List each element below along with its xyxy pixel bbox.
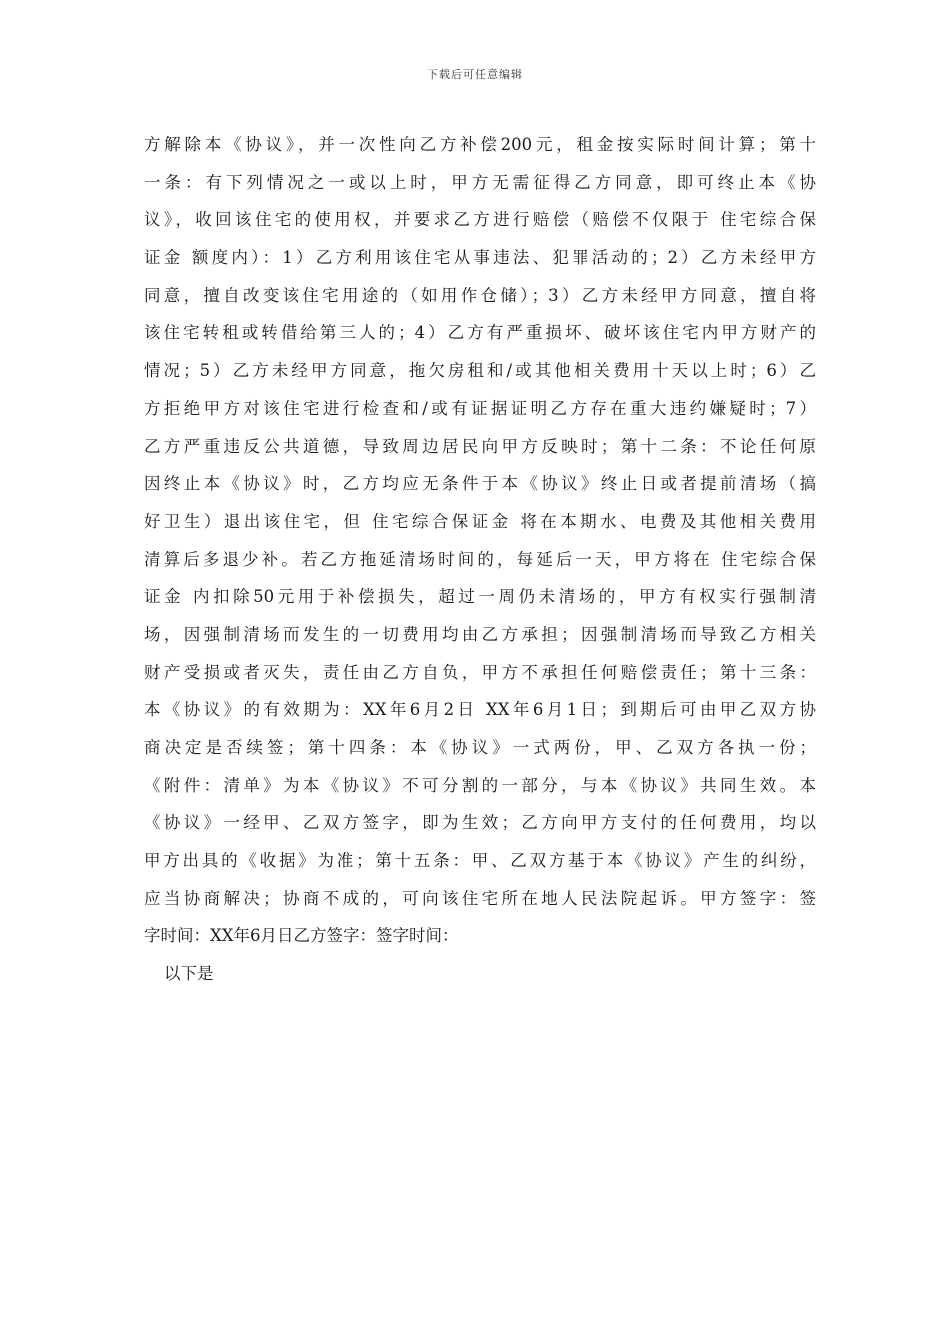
page-header: 下载后可任意编辑: [427, 68, 523, 81]
body-line: 好卫生）退出该住宅，但 住宅综合保证金 将在本期水、电费及其他相关费用: [144, 511, 816, 531]
body-line: 场，因强制清场而发生的一切费用均由乙方承担；因强制清场而导致乙方相关: [144, 624, 816, 644]
body-line: 《附件：清单》为本《协议》不可分割的一部分，与本《协议》共同生效。本: [144, 775, 816, 795]
body-line: 清算后多退少补。若乙方拖延清场时间的，每延后一天，甲方将在 住宅综合保: [144, 549, 816, 569]
body-line: 财产受损或者灭失，责任由乙方自负，甲方不承担任何赔偿责任；第十三条：: [144, 662, 816, 682]
body-line: 乙方严重违反公共道德，导致周边居民向甲方反映时；第十二条：不论任何原: [144, 436, 816, 456]
body-line: 甲方出具的《收据》为准；第十五条：甲、乙双方基于本《协议》产生的纠纷，: [144, 851, 816, 871]
body-line: 字时间：XX年6月日乙方签字：签字时间：: [144, 926, 459, 946]
body-line: 情况；5）乙方未经甲方同意，拖欠房租和/或其他相关费用十天以上时；6）乙: [144, 361, 816, 381]
body-line: 本《协议》的有效期为：XX年6月2日 XX年6月1日；到期后可由甲乙双方协: [144, 700, 816, 720]
body-line: 证金 额度内）：1）乙方利用该住宅从事违法、犯罪活动的；2）乙方未经甲方: [144, 248, 816, 268]
body-line: 因终止本《协议》时，乙方均应无条件于本《协议》终止日或者提前清场（搞: [144, 474, 816, 494]
document-body: [144, 126, 816, 993]
body-line: 应当协商解决；协商不成的，可向该住宅所在地人民法院起诉。甲方签字：签: [144, 888, 816, 908]
body-line: 一条：有下列情况之一或以上时，甲方无需征得乙方同意，即可终止本《协: [144, 172, 816, 192]
body-line: 《协议》一经甲、乙双方签字，即为生效；乙方向甲方支付的任何费用，均以: [144, 813, 816, 833]
body-line: 证金 内扣除50元用于补偿损失，超过一周仍未清场的，甲方有权实行强制清: [144, 587, 816, 607]
body-line: 方解除本《协议》，并一次性向乙方补偿200元，租金按实际时间计算；第十: [144, 135, 816, 154]
body-line: 该住宅转租或转借给第三人的；4）乙方有严重损坏、破坏该住宅内甲方财产的: [144, 323, 816, 343]
body-line: 议》，收回该住宅的使用权，并要求乙方进行赔偿（赔偿不仅限于 住宅综合保: [144, 210, 816, 230]
body-line-trailing: 以下是: [164, 964, 214, 984]
body-line: 商决定是否续签；第十四条：本《协议》一式两份，甲、乙双方各执一份；: [144, 738, 816, 757]
body-line: 同意，擅自改变该住宅用途的（如用作仓储）；3）乙方未经甲方同意，擅自将: [144, 285, 816, 305]
body-line: 方拒绝甲方对该住宅进行检查和/或有证据证明乙方存在重大违约嫌疑时；7）: [144, 398, 816, 418]
